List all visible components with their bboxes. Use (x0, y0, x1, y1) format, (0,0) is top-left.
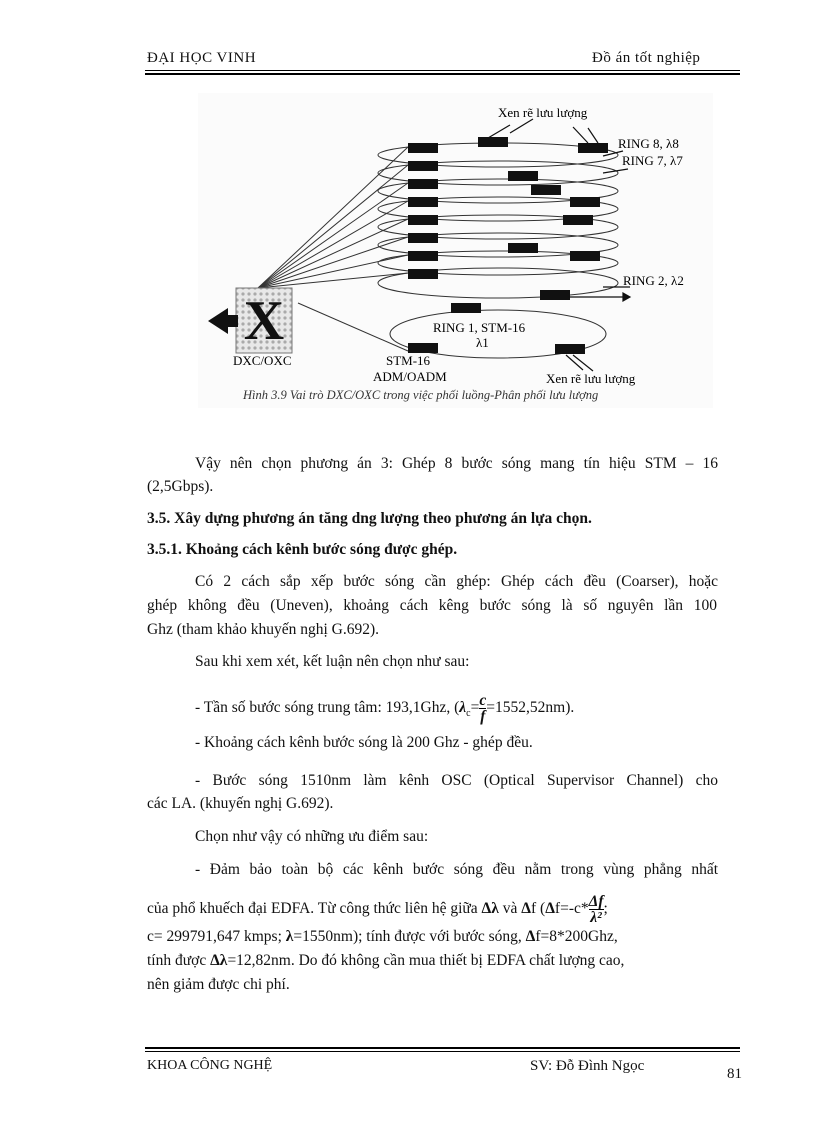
paragraph: tính được Δλ=12,82nm. Do đó không cần mua thiết bị EDFA chất lượng cao, (147, 952, 625, 969)
label-ring1: RING 1, STM-16 (433, 320, 526, 335)
paragraph: Có 2 cách sắp xếp bước sóng cần ghép: Ghép cách đều (Coarser), hoặc (195, 573, 718, 590)
section-heading: 3.5. Xây dựng phương án tăng dng lượng theo phương án lựa chọn. (147, 510, 592, 527)
paragraph: - Đảm bảo toàn bộ các kênh bước sóng đều nằm trong vùng phẳng nhất (195, 861, 718, 878)
paragraph: (2,5Gbps). (147, 478, 214, 495)
footer-student: SV: Đỗ Đình Ngọc (530, 1058, 645, 1074)
footer-rule (145, 1051, 740, 1052)
footer-rule-thick (145, 1047, 740, 1049)
left-arrow-icon (208, 308, 228, 334)
subsection-heading: 3.5.1. Khoảng cách kênh bước sóng được ghép. (147, 541, 458, 558)
label-ring2: RING 2, λ2 (623, 273, 684, 288)
paragraph: các LA. (khuyến nghị G.692). (147, 795, 334, 812)
label-ring1-lambda: λ1 (476, 335, 489, 350)
header-rule-thick (145, 73, 740, 75)
label-ring7: RING 7, λ7 (622, 153, 683, 168)
paragraph: Vậy nên chọn phương án 3: Ghép 8 bước sóng mang tín hiệu STM – 16 (195, 455, 718, 472)
header-title: Đồ án tốt nghiệp (592, 50, 701, 66)
label-dxc: DXC/OXC (233, 353, 292, 368)
paragraph: - Bước sóng 1510nm làm kênh OSC (Optical Supervisor Channel) cho (195, 772, 718, 789)
paragraph: Sau khi xem xét, kết luận nên chọn như sau: (195, 653, 470, 670)
label-add-drop-top: Xen rẽ lưu lượng (498, 105, 588, 120)
label-add-drop-bottom: Xen rẽ lưu lượng (546, 371, 636, 386)
cross-connect-icon: X (243, 290, 285, 352)
paragraph-center-wavelength: - Tần số bước sóng trung tâm: 193,1Ghz, ($\lambda_c=$ $\frac{c}{f}$ =1552,52nm). (195, 692, 575, 725)
paragraph-formula: của phổ khuếch đại EDFA. Từ công thức liên hệ giữa Δλ và Δf (Δf=-c* $\frac{\Delta f}{\text{λ²}}$ ; (147, 893, 608, 926)
page-number: 81 (727, 1066, 742, 1082)
paragraph: nên giảm được chi phí. (147, 976, 290, 993)
label-adm: ADM/OADM (373, 369, 447, 384)
paragraph: Ghz (tham khảo khuyến nghị G.692). (147, 621, 380, 638)
header-rule (145, 70, 740, 71)
label-ring8: RING 8, λ8 (618, 136, 679, 151)
paragraph: ghép không đều (Uneven), khoảng cách kêng bước sóng là số nguyên lần 100 (147, 597, 717, 614)
figure-dxc-oxc (198, 93, 713, 408)
paragraph: c= 299791,647 kmps; λ=1550nm); tính được với bước sóng, Δf=8*200Ghz, (147, 928, 618, 945)
figure-caption: Hình 3.9 Vai trò DXC/OXC trong việc phối luồng-Phân phối lưu lượng (243, 388, 599, 402)
footer-faculty: KHOA CÔNG NGHỆ (147, 1058, 273, 1073)
label-stm: STM-16 (386, 353, 431, 368)
paragraph: - Khoảng cách kênh bước sóng là 200 Ghz - ghép đều. (195, 734, 533, 751)
header-university: ĐẠI HỌC VINH (147, 50, 257, 66)
paragraph: Chọn như vậy có những ưu điểm sau: (195, 828, 429, 845)
